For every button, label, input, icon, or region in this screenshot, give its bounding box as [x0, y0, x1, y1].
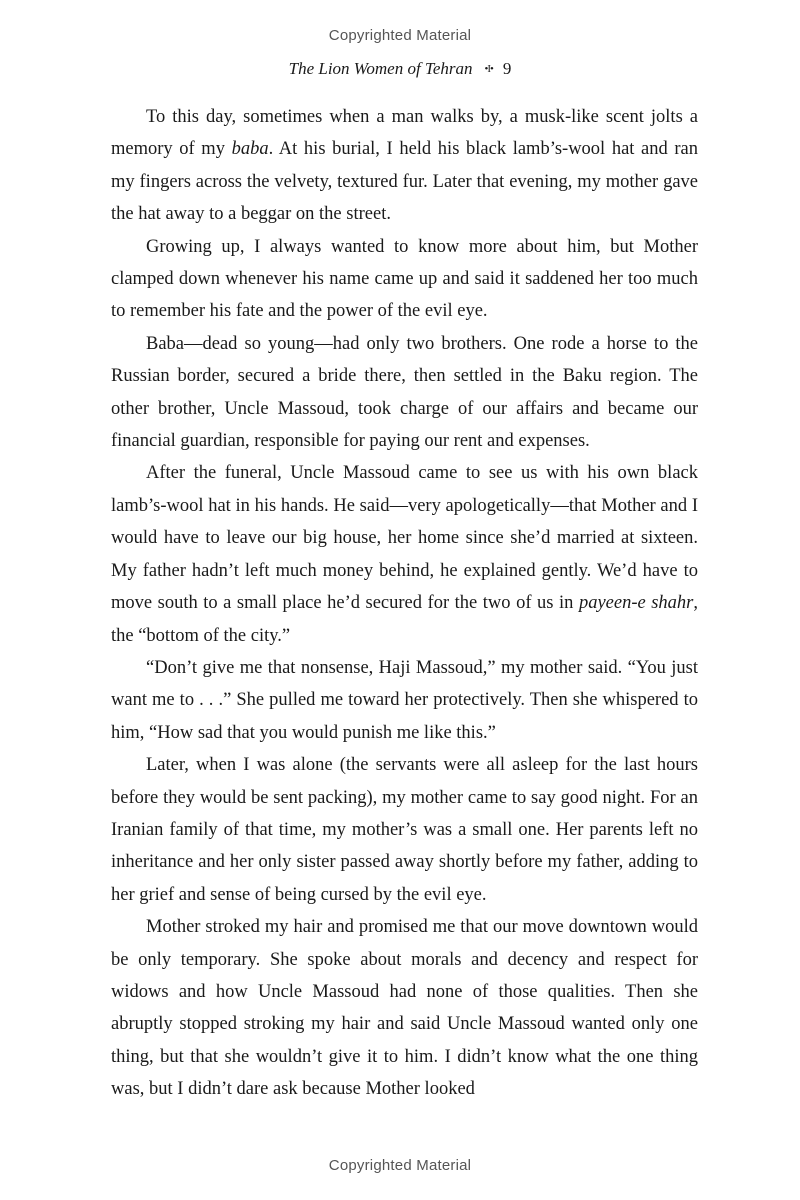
paragraph-1: To this day, sometimes when a man walks by, a musk-like scent jolts a memory of my baba. At his burial, I held his black lamb’s-wool hat and ran my fingers across the velvety, textured fur. Later that evening, my mother gave the hat away to a beggar on the street. — [111, 107, 698, 225]
paragraph-3: Baba—dead so young—had only two brothers. One rode a horse to the Russian border, secured a bride there, then settled in the Baku region. The other brother, Uncle Massoud, took charge of our affairs and became our financial guardian, responsible for paying our rent and expenses. — [111, 333, 698, 452]
body-text — [111, 101, 698, 1106]
paragraph-5: “Don’t give me that nonsense, Haji Massoud,” my mother said. “You just want me to . . .” She pulled me toward her protectively. Then she whispered to him, “How sad that you would punish me like this.” — [111, 657, 698, 743]
copyright-watermark-top: Copyrighted Material — [328, 27, 472, 44]
paragraph-6: Later, when I was alone (the servants were all asleep for the last hours before they would be sent packing), my mother came to say good night. For an Iranian family of that time, my mother’s was a small one. Her parents left no inheritance and her only sister passed away shortly before my father, adding to her grief and sense of being cursed by the evil eye. — [111, 755, 698, 905]
paragraph-2: Growing up, I always wanted to know more about him, but Mother clamped down whenever his name came up and said it saddened her too much to remember his fate and the power of the evil eye. — [111, 236, 698, 322]
copyright-watermark-bottom: Copyrighted Material — [328, 1157, 472, 1174]
book-title: The Lion Women of Tehran — [288, 59, 473, 78]
ornament-divider: •I• — [484, 63, 493, 75]
running-head — [0, 59, 800, 79]
italic-term-baba: baba — [231, 139, 269, 160]
paragraph-7: Mother stroked my hair and promised me that our move downtown would be only temporary. She spoke about morals and decency and respect for widows and how Uncle Massoud had none of those qualities. Then she abruptly stopped stroking my hair and said Uncle Massoud wanted only one thing, but that she wouldn’t give it to him. I didn’t know what the one thing was, but I didn’t dare ask because Mother looked — [111, 917, 698, 1100]
paragraph-4: After the funeral, Uncle Massoud came to see us with his own black lamb’s-wool hat in his hands. He said—very apologetically—that Mother and I would have to leave our big house, her home since she’d married at sixteen. My father hadn’t left much money behind, he explained gently. We’d have to move south to a small place he’d secured for the two of us in payeen-e shahr, the “bottom of the city.” — [111, 463, 699, 646]
italic-term-payeen-e-shahr: payeen-e shahr — [578, 593, 694, 614]
page-number: 9 — [502, 59, 512, 78]
